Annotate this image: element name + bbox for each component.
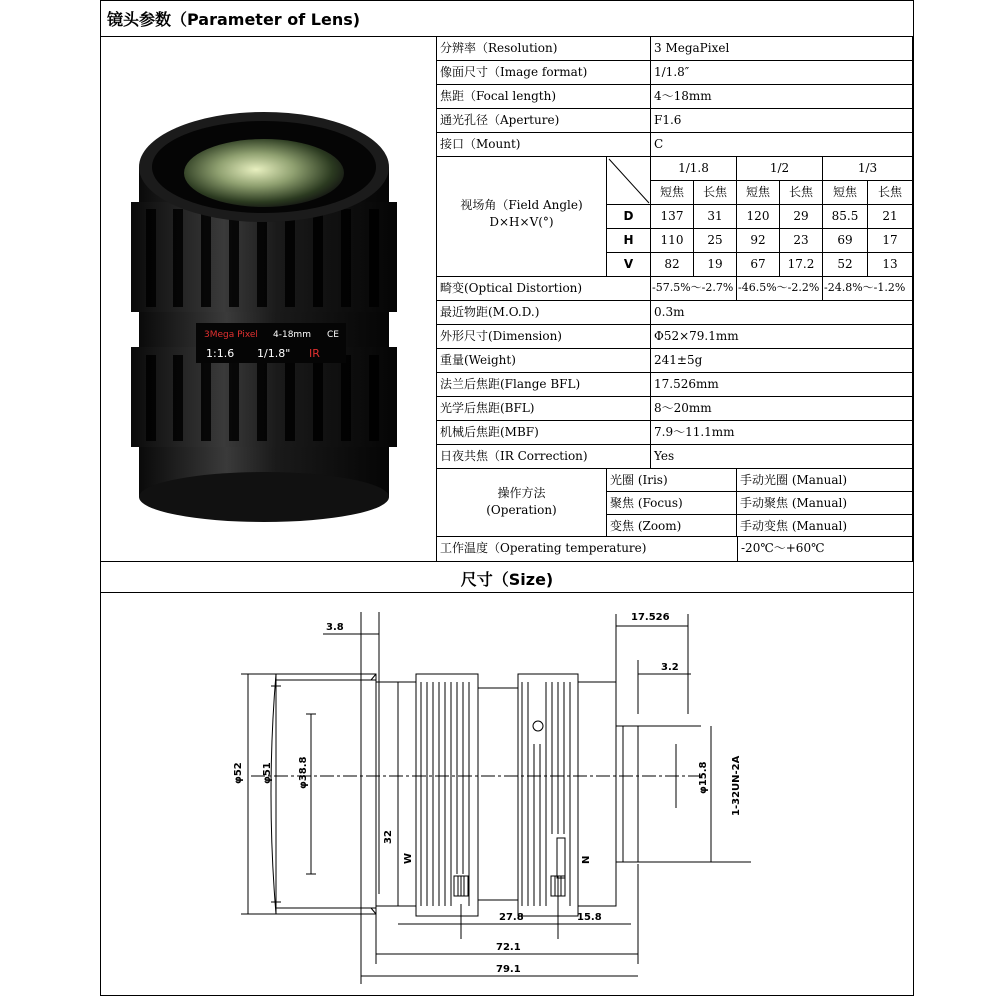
spec-value: 241±5g [651, 349, 913, 373]
distortion-value: -24.8%～-1.2% [823, 277, 913, 301]
spec-label: 光学后焦距(BFL) [437, 397, 651, 421]
spec-value: 17.526mm [651, 373, 913, 397]
page-title: 镜头参数（Parameter of Lens) [101, 1, 913, 37]
spec-label: 接口（Mount) [437, 133, 651, 157]
spec-label: 机械后焦距(MBF) [437, 421, 651, 445]
angle-cell: 137 [651, 205, 694, 229]
long-focus-header: 长焦 [868, 181, 913, 205]
spec-value: -20℃～+60℃ [737, 537, 913, 561]
operation-label [437, 469, 607, 537]
angle-cell: 82 [651, 253, 694, 277]
spec-label: 外形尺寸(Dimension) [437, 325, 651, 349]
spec-value: 4～18mm [651, 85, 913, 109]
angle-cell: 19 [694, 253, 737, 277]
dim-3-8: 3.8 [326, 622, 344, 633]
angle-cell: 85.5 [823, 205, 868, 229]
angle-cell: 31 [694, 205, 737, 229]
lens-model-text: 3Mega Pixel [204, 330, 258, 340]
distortion-value: -57.5%～-2.7% [651, 277, 737, 301]
spec-table [437, 37, 913, 561]
spec-label: 最近物距(M.O.D.) [437, 301, 651, 325]
dim-27-8: 27.8 [499, 912, 524, 923]
distortion-value: -46.5%～-2.2% [737, 277, 823, 301]
operation-value: 手动变焦 (Manual) [737, 515, 913, 537]
angle-cell: 25 [694, 229, 737, 253]
angle-cell: 52 [823, 253, 868, 277]
dim-3-2: 3.2 [661, 662, 679, 673]
spec-value: Yes [651, 445, 913, 469]
angle-cell: 23 [780, 229, 823, 253]
angle-cell: 110 [651, 229, 694, 253]
long-focus-header: 长焦 [780, 181, 823, 205]
operation-name: 光圈 (Iris) [607, 469, 737, 492]
angle-cell: 92 [737, 229, 780, 253]
spec-value: 3 MegaPixel [651, 37, 913, 61]
diagonal-corner [607, 157, 651, 205]
spec-label: 焦距（Focal length) [437, 85, 651, 109]
lens-photo [101, 37, 437, 561]
dim-phi15-8: φ15.8 [698, 761, 709, 794]
document-frame [100, 0, 914, 996]
operation-value: 手动光圈 (Manual) [737, 469, 913, 492]
axis-label: D [607, 205, 651, 229]
angle-cell: 21 [868, 205, 913, 229]
angle-cell: 29 [780, 205, 823, 229]
dim-phi51: φ51 [262, 762, 273, 784]
spec-value: Φ52×79.1mm [651, 325, 913, 349]
operation-name: 聚焦 (Focus) [607, 492, 737, 515]
short-focus-header: 短焦 [737, 181, 780, 205]
short-focus-header: 短焦 [651, 181, 694, 205]
format-header: 1/1.8 [651, 157, 737, 181]
lens-format-text: 1/1.8" [257, 347, 291, 360]
mark-w: W [403, 852, 414, 864]
spec-value: 8～20mm [651, 397, 913, 421]
dim-phi52: φ52 [233, 762, 244, 784]
lens-focal-text: 4-18mm [273, 330, 311, 340]
spec-value: F1.6 [651, 109, 913, 133]
dim-phi38-8: φ38.8 [298, 756, 309, 789]
size-section-title: 尺寸（Size) [101, 561, 913, 593]
dim-thread: 1-32UN-2A [731, 755, 742, 816]
spec-label: 日夜共焦（IR Correction) [437, 445, 651, 469]
dim-15-8: 15.8 [577, 912, 602, 923]
short-focus-header: 短焦 [823, 181, 868, 205]
spec-label: 工作温度（Operating temperature) [440, 541, 647, 555]
field-angle-label-line2: D×H×V(°) [489, 215, 554, 229]
angle-cell: 120 [737, 205, 780, 229]
format-header: 1/2 [737, 157, 823, 181]
field-angle-label [437, 157, 607, 277]
dim-72-1: 72.1 [496, 942, 521, 953]
dimension-drawing [101, 594, 913, 994]
spec-value: 1/1.8″ [651, 61, 913, 85]
axis-label: V [607, 253, 651, 277]
operation-name: 变焦 (Zoom) [607, 515, 737, 537]
mark-n: N [581, 855, 592, 864]
dim-32: 32 [383, 830, 394, 844]
spec-label: 通光孔径（Aperture) [437, 109, 651, 133]
operation-label-line2: (Operation) [486, 503, 557, 517]
spec-label: 重量(Weight) [437, 349, 651, 373]
operation-label-line1: 操作方法 [497, 486, 546, 500]
ce-mark: CE [327, 330, 339, 340]
field-angle-label-line1: 视场角（Field Angle) [460, 198, 583, 212]
dim-79-1: 79.1 [496, 964, 521, 975]
lens-photo-cell [101, 37, 437, 561]
operation-value: 手动聚焦 (Manual) [737, 492, 913, 515]
angle-cell: 17 [868, 229, 913, 253]
axis-label: H [607, 229, 651, 253]
spec-label: 分辨率（Resolution) [437, 37, 651, 61]
angle-cell: 67 [737, 253, 780, 277]
format-header: 1/3 [823, 157, 913, 181]
lens-aperture-text: 1:1.6 [206, 347, 235, 360]
spec-label: 畸变(Optical Distortion) [437, 277, 651, 301]
spec-value: 0.3m [651, 301, 913, 325]
long-focus-header: 长焦 [694, 181, 737, 205]
spec-label: 像面尺寸（Image format) [437, 61, 651, 85]
spec-label: 法兰后焦距(Flange BFL) [437, 373, 651, 397]
spec-value: C [651, 133, 913, 157]
angle-cell: 69 [823, 229, 868, 253]
angle-cell: 13 [868, 253, 913, 277]
spec-value: 7.9～11.1mm [651, 421, 913, 445]
dim-17-526: 17.526 [631, 612, 670, 623]
angle-cell: 17.2 [780, 253, 823, 277]
lens-ir-text: IR [309, 347, 320, 360]
